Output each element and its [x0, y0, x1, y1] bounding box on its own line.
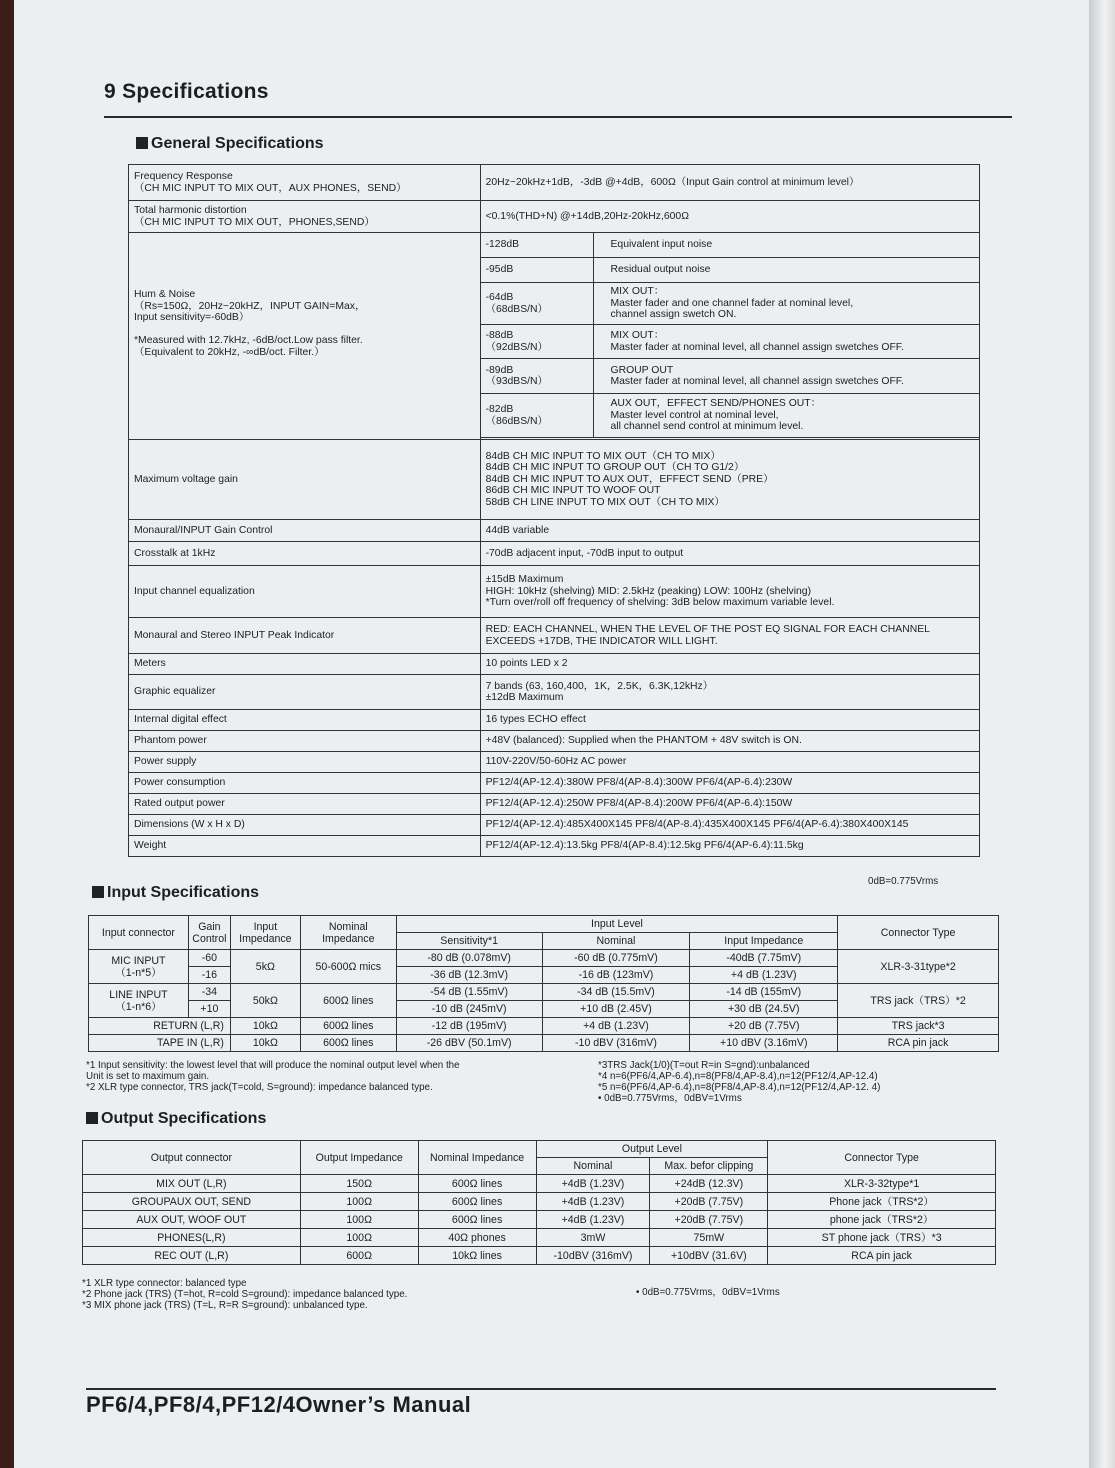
cell-nominal-impedance: 600Ω lines: [300, 984, 396, 1018]
table-row: [83, 1247, 996, 1265]
table-row: [129, 233, 980, 258]
cell-impedance: 10kΩ: [230, 1018, 300, 1035]
table-row: [83, 1175, 996, 1193]
square-bullet-icon: [136, 137, 148, 149]
gen-value: 16 types ECHO effect: [480, 710, 979, 731]
general-spec-title-text: General Specifications: [151, 135, 324, 152]
gen-value: PF12/4(AP-12.4):485X400X145 PF8/4(AP-8.4):435X400X145 PF6/4(AP-6.4):380X400X145: [480, 815, 979, 836]
footer-title: PF6/4,PF8/4,PF12/4Owner’s Manual: [86, 1392, 472, 1417]
cell-max: +10dBV (31.6V): [650, 1247, 768, 1265]
cell-connector: MIC INPUT （1-n*5）: [89, 950, 189, 984]
gen-label: Power supply: [129, 752, 481, 773]
gen-value: PF12/4(AP-12.4):13.5kg PF8/4(AP-8.4):12.5kg PF6/4(AP-6.4):11.5kg: [480, 836, 979, 857]
col-input-impedance: Input Impedance: [230, 916, 300, 950]
cell-impedance: 100Ω: [300, 1211, 418, 1229]
cell-impedance: 5kΩ: [230, 950, 300, 984]
cell-nominal: -60 dB (0.775mV): [542, 950, 690, 967]
cell-connector: RETURN (L,R): [89, 1018, 231, 1035]
gen-label: Internal digital effect: [129, 710, 481, 731]
col-output-impedance: Output Impedance: [300, 1141, 418, 1175]
output-notes-left: *1 XLR type connector: balanced type *2 Phone jack (TRS) (T=hot, R=cold S=ground): impedance balanced type. *3 MIX phone jack (TRS) (T=L, R=R S=ground): unbalanced type.: [82, 1278, 408, 1311]
table-row: [129, 566, 980, 618]
cell-sensitivity: -10 dB (245mV): [396, 1001, 542, 1018]
square-bullet-icon: [92, 886, 104, 898]
hum-level: -64dB （68dBS/N）: [480, 283, 594, 325]
hum-desc: Equivalent input noise: [594, 233, 980, 258]
table-row: [129, 654, 980, 675]
gen-label: Meters: [129, 654, 481, 675]
gen-value: PF12/4(AP-12.4):250W PF8/4(AP-8.4):200W PF6/4(AP-6.4):150W: [480, 794, 979, 815]
input-spec-title-text: Input Specifications: [107, 884, 260, 901]
cell-nominal-impedance: 600Ω lines: [300, 1018, 396, 1035]
cell-nominal: -10dBV (316mV): [536, 1247, 650, 1265]
col-max-clipping: Max. befor clipping: [650, 1158, 768, 1175]
gen-value: 110V-220V/50-60Hz AC power: [480, 752, 979, 773]
gen-value: -70dB adjacent input, -70dB input to output: [480, 542, 979, 566]
cell-nominal: +10 dB (2.45V): [542, 1001, 690, 1018]
hum-level: -82dB （86dBS/N）: [480, 394, 594, 438]
general-spec-table: [128, 164, 980, 857]
page-heading: 9 Specifications: [104, 80, 269, 103]
cell-connector: PHONES(L,R): [83, 1229, 301, 1247]
square-bullet-icon: [86, 1112, 98, 1124]
general-spec-title: [136, 135, 324, 153]
output-spec-table: [82, 1140, 996, 1265]
col-connector-type: Connector Type: [838, 916, 999, 950]
table-row: [129, 542, 980, 566]
cell-max: +24dB (12.3V): [650, 1175, 768, 1193]
input-spec-table: [88, 915, 999, 1052]
cell-connector-type: XLR-3-31type*2: [838, 950, 999, 984]
cell-sensitivity: -26 dBV (50.1mV): [396, 1035, 542, 1052]
col-gain-control: Gain Control: [188, 916, 230, 950]
cell-nominal-impedance: 40Ω phones: [418, 1229, 536, 1247]
cell-level-impedance: -14 dB (155mV): [690, 984, 838, 1001]
col-output-connector: Output connector: [83, 1141, 301, 1175]
cell-sensitivity: -12 dB (195mV): [396, 1018, 542, 1035]
cell-level-impedance: +10 dBV (3.16mV): [690, 1035, 838, 1052]
gen-label: Crosstalk at 1kHz: [129, 542, 481, 566]
gen-label: Phantom power: [129, 731, 481, 752]
table-row: [129, 794, 980, 815]
thd-label: Total harmonic distortion （CH MIC INPUT TO MIX OUT，PHONES,SEND）: [129, 201, 481, 233]
col-nominal-impedance: Nominal Impedance: [300, 916, 396, 950]
output-spec-title: [86, 1110, 266, 1128]
col-nominal-impedance: Nominal Impedance: [418, 1141, 536, 1175]
odb-note: 0dB=0.775Vrms: [868, 876, 939, 887]
table-row: [89, 1018, 999, 1035]
input-spec-title: [92, 884, 259, 902]
page-gutter: [1089, 0, 1115, 1468]
cell-nominal: +4dB (1.23V): [536, 1175, 650, 1193]
table-row: [89, 984, 999, 1001]
hum-desc: AUX OUT，EFFECT SEND/PHONES OUT： Master level control at nominal level, all channel send control at minimum level.: [594, 394, 980, 438]
table-row: [129, 440, 980, 520]
cell-gain: -34: [188, 984, 230, 1001]
input-notes-left: *1 Input sensitivity: the lowest level that will produce the nominal output level when the Unit is set to maximum gain. *2 XLR type connector, TRS jack(T=cold, S=ground): impedance balanced type.: [86, 1060, 460, 1093]
gen-value: 10 points LED x 2: [480, 654, 979, 675]
hum-label: Hum & Noise （Rs=150Ω，20Hz~20kHZ，INPUT GAIN=Max， Input sensitivity=-60dB） *Measured with 12.7kHz, -6dB/oct.Low pass filter. （Equivalent to 20kHz, -∞dB/oct. Filter.）: [129, 233, 481, 440]
cell-sensitivity: -36 dB (12.3mV): [396, 967, 542, 984]
cell-nominal-impedance: 600Ω lines: [300, 1035, 396, 1052]
cell-max: 75mW: [650, 1229, 768, 1247]
cell-impedance: 150Ω: [300, 1175, 418, 1193]
cell-gain: +10: [188, 1001, 230, 1018]
gen-label: Power consumption: [129, 773, 481, 794]
table-row: [83, 1229, 996, 1247]
cell-nominal-impedance: 600Ω lines: [418, 1193, 536, 1211]
gen-label: Graphic equalizer: [129, 675, 481, 710]
cell-connector-type: TRS jack（TRS）*2: [838, 984, 999, 1018]
input-notes-right: *3TRS Jack(1/0)(T=out R=in S=gnd):unbalanced *4 n=6(PF6/4,AP-6.4),n=8(PF8/4,AP-8.4),n=12(PF12/4,AP-12.4) *5 n=6(PF6/4,AP-6.4),n=8(PF8/4,AP-8.4),n=12(PF12/4,AP-12. 4) • 0dB=0.775Vrms，0dBV=1Vrms: [598, 1060, 881, 1104]
cell-gain: -60: [188, 950, 230, 967]
cell-max: +20dB (7.75V): [650, 1193, 768, 1211]
gen-label: Monaural and Stereo INPUT Peak Indicator: [129, 618, 481, 654]
col-input-level: Input Level: [396, 916, 837, 933]
table-row: [129, 710, 980, 731]
table-row: [129, 752, 980, 773]
table-row: [129, 731, 980, 752]
gen-value: ±15dB Maximum HIGH: 10kHz (shelving) MID: 2.5kHz (peaking) LOW: 100Hz (shelving) *Turn over/roll off frequency of shelving: 3dB below maximum variable level.: [480, 566, 979, 618]
output-spec-title-text: Output Specifications: [101, 1110, 267, 1127]
table-row: [129, 836, 980, 857]
col-output-level: Output Level: [536, 1141, 768, 1158]
table-row: [129, 165, 980, 201]
cell-nominal: -10 dBV (316mV): [542, 1035, 690, 1052]
table-row: [129, 618, 980, 654]
frequency-label: Frequency Response （CH MIC INPUT TO MIX OUT，AUX PHONES，SEND）: [129, 165, 481, 201]
cell-level-impedance: -40dB (7.75mV): [690, 950, 838, 967]
col-sensitivity: Sensitivity*1: [396, 933, 542, 950]
cell-nominal: +4 dB (1.23V): [542, 1018, 690, 1035]
footer-rule: [86, 1388, 996, 1390]
cell-connector-type: Phone jack（TRS*2）: [768, 1193, 996, 1211]
cell-gain: -16: [188, 967, 230, 984]
hum-desc: MIX OUT： Master fader and one channel fader at nominal level, channel assign swetch ON.: [594, 283, 980, 325]
cell-max: +20dB (7.75V): [650, 1211, 768, 1229]
cell-connector-type: TRS jack*3: [838, 1018, 999, 1035]
cell-nominal: -34 dB (15.5mV): [542, 984, 690, 1001]
cell-connector: GROUPAUX OUT, SEND: [83, 1193, 301, 1211]
thd-value: <0.1%(THD+N) @+14dB,20Hz-20kHz,600Ω: [480, 201, 979, 233]
gen-label: Dimensions (W x H x D): [129, 815, 481, 836]
cell-connector-type: ST phone jack（TRS）*3: [768, 1229, 996, 1247]
gen-label: Rated output power: [129, 794, 481, 815]
cell-connector: TAPE IN (L,R): [89, 1035, 231, 1052]
cell-nominal: +4dB (1.23V): [536, 1211, 650, 1229]
col-level-impedance: Input Impedance: [690, 933, 838, 950]
cell-nominal: -16 dB (123mV): [542, 967, 690, 984]
table-header-row: [89, 916, 999, 933]
table-row: [129, 815, 980, 836]
cell-nominal-impedance: 50-600Ω mics: [300, 950, 396, 984]
table-row: [129, 201, 980, 233]
cell-impedance: 100Ω: [300, 1229, 418, 1247]
frequency-value: 20Hz~20kHz+1dB，-3dB @+4dB，600Ω（Input Gain control at minimum level）: [480, 165, 979, 201]
col-connector-type: Connector Type: [768, 1141, 996, 1175]
cell-impedance: 50kΩ: [230, 984, 300, 1018]
cell-impedance: 600Ω: [300, 1247, 418, 1265]
cell-connector: MIX OUT (L,R): [83, 1175, 301, 1193]
cell-connector-type: RCA pin jack: [768, 1247, 996, 1265]
cell-connector-type: XLR-3-32type*1: [768, 1175, 996, 1193]
hum-level: -128dB: [480, 233, 594, 258]
cell-nominal-impedance: 600Ω lines: [418, 1211, 536, 1229]
cell-connector-type: phone jack（TRS*2）: [768, 1211, 996, 1229]
cell-sensitivity: -80 dB (0.078mV): [396, 950, 542, 967]
gen-label: Monaural/INPUT Gain Control: [129, 520, 481, 542]
cell-impedance: 100Ω: [300, 1193, 418, 1211]
cell-nominal: +4dB (1.23V): [536, 1193, 650, 1211]
table-row: [83, 1193, 996, 1211]
col-input-connector: Input connector: [89, 916, 189, 950]
col-nominal: Nominal: [542, 933, 690, 950]
cell-connector: REC OUT (L,R): [83, 1247, 301, 1265]
cell-nominal-impedance: 10kΩ lines: [418, 1247, 536, 1265]
gen-label: Input channel equalization: [129, 566, 481, 618]
gen-label: Maximum voltage gain: [129, 440, 481, 520]
hum-desc: Residual output noise: [594, 258, 980, 283]
cell-level-impedance: +30 dB (24.5V): [690, 1001, 838, 1018]
hum-desc: MIX OUT： Master fader at nominal level, all channel assign swetches OFF.: [594, 325, 980, 359]
cell-connector: LINE INPUT （1-n*6）: [89, 984, 189, 1018]
col-nominal: Nominal: [536, 1158, 650, 1175]
cell-level-impedance: +20 dB (7.75V): [690, 1018, 838, 1035]
gen-value: 84dB CH MIC INPUT TO MIX OUT（CH TO MIX） 84dB CH MIC INPUT TO GROUP OUT（CH TO G1/2） 84dB CH MIC INPUT TO AUX OUT，EFFECT SEND（PRE） 86dB CH MIC INPUT TO WOOF OUT 58dB CH LINE INPUT TO MIX OUT（CH TO MIX）: [480, 440, 979, 520]
cell-nominal: 3mW: [536, 1229, 650, 1247]
table-row: [129, 773, 980, 794]
table-row: [129, 520, 980, 542]
table-row: [89, 1035, 999, 1052]
gen-value: RED: EACH CHANNEL, WHEN THE LEVEL OF THE POST EQ SIGNAL FOR EACH CHANNEL EXCEEDS +17DB, THE INDICATOR WILL LIGHT.: [480, 618, 979, 654]
gen-label: Weight: [129, 836, 481, 857]
cell-connector: AUX OUT, WOOF OUT: [83, 1211, 301, 1229]
cell-connector-type: RCA pin jack: [838, 1035, 999, 1052]
gen-value: +48V (balanced): Supplied when the PHANTOM + 48V switch is ON.: [480, 731, 979, 752]
gen-value: 7 bands (63, 160,400，1K，2.5K，6.3K,12kHz） ±12dB Maximum: [480, 675, 979, 710]
hum-desc: GROUP OUT Master fader at nominal level, all channel assign swetches OFF.: [594, 359, 980, 394]
gen-value: PF12/4(AP-12.4):380W PF8/4(AP-8.4):300W PF6/4(AP-6.4):230W: [480, 773, 979, 794]
table-row: [129, 675, 980, 710]
gen-value: 44dB variable: [480, 520, 979, 542]
cell-impedance: 10kΩ: [230, 1035, 300, 1052]
hum-level: -88dB （92dBS/N）: [480, 325, 594, 359]
output-notes-right: • 0dB=0.775Vrms，0dBV=1Vrms: [636, 1287, 780, 1298]
table-row: [83, 1211, 996, 1229]
cell-level-impedance: +4 dB (1.23V): [690, 967, 838, 984]
table-header-row: [83, 1141, 996, 1158]
cell-sensitivity: -54 dB (1.55mV): [396, 984, 542, 1001]
cell-nominal-impedance: 600Ω lines: [418, 1175, 536, 1193]
hum-level: -95dB: [480, 258, 594, 283]
table-row: [89, 950, 999, 967]
heading-rule: [104, 116, 1012, 118]
hum-level: -89dB （93dBS/N）: [480, 359, 594, 394]
